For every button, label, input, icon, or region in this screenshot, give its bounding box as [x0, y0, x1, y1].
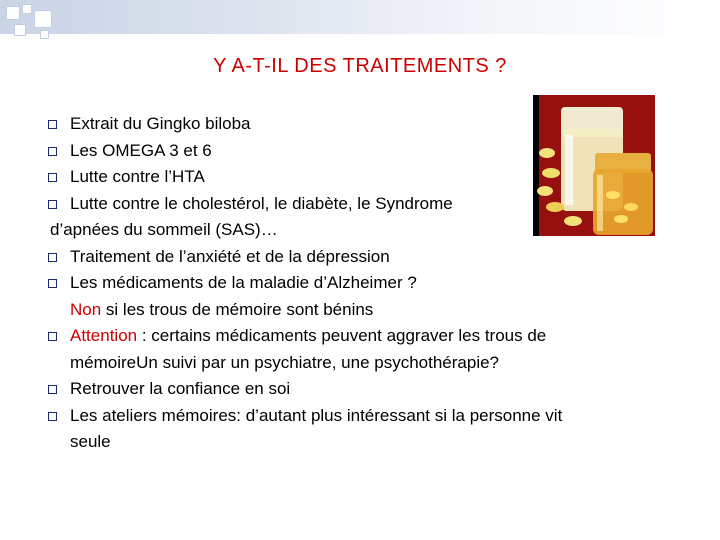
pill-bottles-image [533, 95, 655, 236]
list-item-continuation [48, 429, 668, 456]
list-item-text: mémoireUn suivi par un psychiatre, une psychothérapie? [70, 352, 500, 372]
hollow-square-bullet-icon [48, 332, 57, 341]
hollow-square-bullet-icon [48, 412, 57, 421]
list-item-text: Traitement de l’anxiété et de la dépression [70, 246, 390, 266]
slide-title: Y A-T-IL DES TRAITEMENTS ? [213, 55, 507, 77]
list-item [48, 323, 668, 350]
hollow-square-bullet-icon [48, 147, 57, 156]
list-item-text: seule [70, 432, 111, 451]
emphasis-text: Non [70, 299, 102, 319]
list-item [48, 376, 668, 403]
list-item-text: Extrait du Gingko biloba [70, 114, 251, 133]
list-item-text: Lutte contre le cholestérol, le diabète, le Syndrome [70, 193, 453, 213]
list-item-text: si les trous de mémoire sont bénins [101, 299, 374, 319]
hollow-square-bullet-icon [48, 279, 57, 288]
list-item-text: d’apnées du sommeil (SAS)… [50, 220, 278, 239]
hollow-square-bullet-icon [48, 120, 57, 129]
list-item-text: : certains médicaments peuvent aggraver les trous de [137, 326, 547, 345]
hollow-square-bullet-icon [48, 200, 57, 209]
hollow-square-bullet-icon [48, 253, 57, 262]
list-item [48, 403, 668, 430]
list-item-text: Les médicaments de la maladie d’Alzheimer ? [70, 273, 417, 292]
hollow-square-bullet-icon [48, 385, 57, 394]
list-item-text: Retrouver la confiance en soi [70, 379, 291, 398]
hollow-square-bullet-icon [48, 173, 57, 182]
list-item-text: Les ateliers mémoires: d’autant plus intéressant si la personne vit [70, 405, 563, 425]
emphasis-text: Attention [70, 326, 138, 345]
list-item [48, 244, 668, 271]
corner-squares-decoration [0, 0, 60, 46]
list-item-text: Les OMEGA 3 et 6 [70, 140, 212, 160]
list-item [48, 270, 668, 297]
list-item-continuation [48, 350, 668, 377]
header-gradient-bar [0, 0, 720, 34]
list-item-text: Lutte contre l’HTA [70, 167, 205, 186]
list-item-continuation [48, 297, 668, 324]
